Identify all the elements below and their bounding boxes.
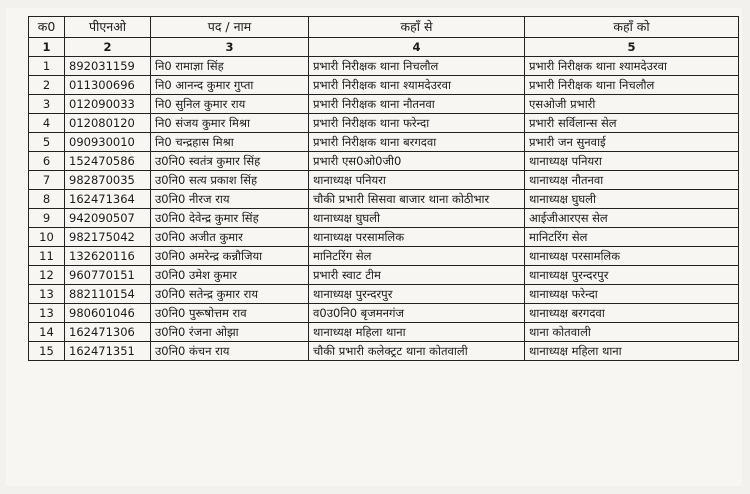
column-number-row [29, 38, 739, 57]
pno-cell: 892031159 [65, 57, 151, 76]
serial-cell: 3 [29, 95, 65, 114]
name-cell: नि0 चन्द्रहास मिश्रा [151, 133, 309, 152]
serial-cell: 4 [29, 114, 65, 133]
to-cell: प्रभारी सर्विलान्स सेल [525, 114, 739, 133]
pno-cell: 012090033 [65, 95, 151, 114]
to-cell: एसओजी प्रभारी [525, 95, 739, 114]
table-row [29, 228, 739, 247]
from-cell: व0उ0नि0 बृजमनगंज [309, 304, 525, 323]
pno-cell: 162471306 [65, 323, 151, 342]
pno-cell: 882110154 [65, 285, 151, 304]
to-cell: थानाध्यक्ष पुरन्दरपुर [525, 266, 739, 285]
name-cell: उ0नि0 पुरूषोत्तम राव [151, 304, 309, 323]
from-cell: प्रभारी निरीक्षक थाना निचलौल [309, 57, 525, 76]
header-from: कहाँ से [309, 17, 525, 38]
from-cell: चौकी प्रभारी सिसवा बाजार थाना कोठीभार [309, 190, 525, 209]
to-cell: थानाध्यक्ष बरगदवा [525, 304, 739, 323]
to-cell: थानाध्यक्ष महिला थाना [525, 342, 739, 361]
header-to: कहाँ को [525, 17, 739, 38]
name-cell: उ0नि0 देवेन्द्र कुमार सिंह [151, 209, 309, 228]
name-cell: नि0 आनन्द कुमार गुप्ता [151, 76, 309, 95]
from-cell: थानाध्यक्ष पुरन्दरपुर [309, 285, 525, 304]
name-cell: उ0नि0 उमेश कुमार [151, 266, 309, 285]
from-cell: चौकी प्रभारी कलेक्ट्रट थाना कोतवाली [309, 342, 525, 361]
serial-cell: 13 [29, 304, 65, 323]
table-row [29, 323, 739, 342]
name-cell: उ0नि0 कंचन राय [151, 342, 309, 361]
serial-cell: 5 [29, 133, 65, 152]
table-row [29, 190, 739, 209]
from-cell: थानाध्यक्ष परसामलिक [309, 228, 525, 247]
serial-cell: 15 [29, 342, 65, 361]
table-row [29, 133, 739, 152]
column-number: 5 [525, 38, 739, 57]
serial-cell: 10 [29, 228, 65, 247]
table-row [29, 285, 739, 304]
column-number: 1 [29, 38, 65, 57]
column-number: 2 [65, 38, 151, 57]
table-row [29, 209, 739, 228]
table-header [29, 17, 739, 57]
to-cell: थानाध्यक्ष परसामलिक [525, 247, 739, 266]
header-pno: पीएनओ [65, 17, 151, 38]
serial-cell: 8 [29, 190, 65, 209]
to-cell: थानाध्यक्ष घुघली [525, 190, 739, 209]
pno-cell: 090930010 [65, 133, 151, 152]
to-cell: मानिटरिंग सेल [525, 228, 739, 247]
serial-cell: 7 [29, 171, 65, 190]
table-row [29, 342, 739, 361]
header-serial: क0 [29, 17, 65, 38]
document-page [6, 8, 742, 486]
to-cell: प्रभारी निरीक्षक थाना श्यामदेउरवा [525, 57, 739, 76]
table-row [29, 266, 739, 285]
pno-cell: 982870035 [65, 171, 151, 190]
header-rank-name: पद / नाम [151, 17, 309, 38]
from-cell: प्रभारी स्वाट टीम [309, 266, 525, 285]
pno-cell: 942090507 [65, 209, 151, 228]
table-row [29, 57, 739, 76]
from-cell: प्रभारी निरीक्षक थाना नौतनवा [309, 95, 525, 114]
to-cell: थानाध्यक्ष नौतनवा [525, 171, 739, 190]
table-body [29, 57, 739, 361]
table-row [29, 247, 739, 266]
table-row [29, 152, 739, 171]
to-cell: थानाध्यक्ष फरेन्दा [525, 285, 739, 304]
serial-cell: 13 [29, 285, 65, 304]
to-cell: प्रभारी निरीक्षक थाना निचलौल [525, 76, 739, 95]
pno-cell: 162471351 [65, 342, 151, 361]
from-cell: थानाध्यक्ष महिला थाना [309, 323, 525, 342]
table-row [29, 76, 739, 95]
serial-cell: 14 [29, 323, 65, 342]
header-row [29, 17, 739, 38]
serial-cell: 9 [29, 209, 65, 228]
pno-cell: 012080120 [65, 114, 151, 133]
from-cell: प्रभारी निरीक्षक थाना श्यामदेउरवा [309, 76, 525, 95]
name-cell: उ0नि0 नीरज राय [151, 190, 309, 209]
pno-cell: 982175042 [65, 228, 151, 247]
pno-cell: 152470586 [65, 152, 151, 171]
transfer-table [28, 16, 739, 361]
pno-cell: 011300696 [65, 76, 151, 95]
name-cell: उ0नि0 अजीत कुमार [151, 228, 309, 247]
pno-cell: 960770151 [65, 266, 151, 285]
table-row [29, 171, 739, 190]
serial-cell: 6 [29, 152, 65, 171]
column-number: 4 [309, 38, 525, 57]
to-cell: आईजीआरएस सेल [525, 209, 739, 228]
name-cell: नि0 संजय कुमार मिश्रा [151, 114, 309, 133]
from-cell: थानाध्यक्ष घुघली [309, 209, 525, 228]
from-cell: मानिटरिंग सेल [309, 247, 525, 266]
serial-cell: 11 [29, 247, 65, 266]
pno-cell: 132620116 [65, 247, 151, 266]
serial-cell: 12 [29, 266, 65, 285]
to-cell: थानाध्यक्ष पनियरा [525, 152, 739, 171]
name-cell: उ0नि0 सतेन्द्र कुमार राय [151, 285, 309, 304]
name-cell: उ0नि0 रंजना ओझा [151, 323, 309, 342]
from-cell: प्रभारी एस0ओ0जी0 [309, 152, 525, 171]
column-number: 3 [151, 38, 309, 57]
name-cell: उ0नि0 सत्य प्रकाश सिंह [151, 171, 309, 190]
name-cell: उ0नि0 अमरेन्द्र कन्नौजिया [151, 247, 309, 266]
to-cell: प्रभारी जन सुनवाई [525, 133, 739, 152]
name-cell: नि0 सुनिल कुमार राय [151, 95, 309, 114]
pno-cell: 980601046 [65, 304, 151, 323]
serial-cell: 2 [29, 76, 65, 95]
serial-cell: 1 [29, 57, 65, 76]
name-cell: उ0नि0 स्वतंत्र कुमार सिंह [151, 152, 309, 171]
to-cell: थाना कोतवाली [525, 323, 739, 342]
name-cell: नि0 रामाज्ञा सिंह [151, 57, 309, 76]
table-row [29, 95, 739, 114]
from-cell: प्रभारी निरीक्षक थाना बरगदवा [309, 133, 525, 152]
from-cell: प्रभारी निरीक्षक थाना फरेन्दा [309, 114, 525, 133]
table-row [29, 304, 739, 323]
from-cell: थानाध्यक्ष पनियरा [309, 171, 525, 190]
table-row [29, 114, 739, 133]
pno-cell: 162471364 [65, 190, 151, 209]
